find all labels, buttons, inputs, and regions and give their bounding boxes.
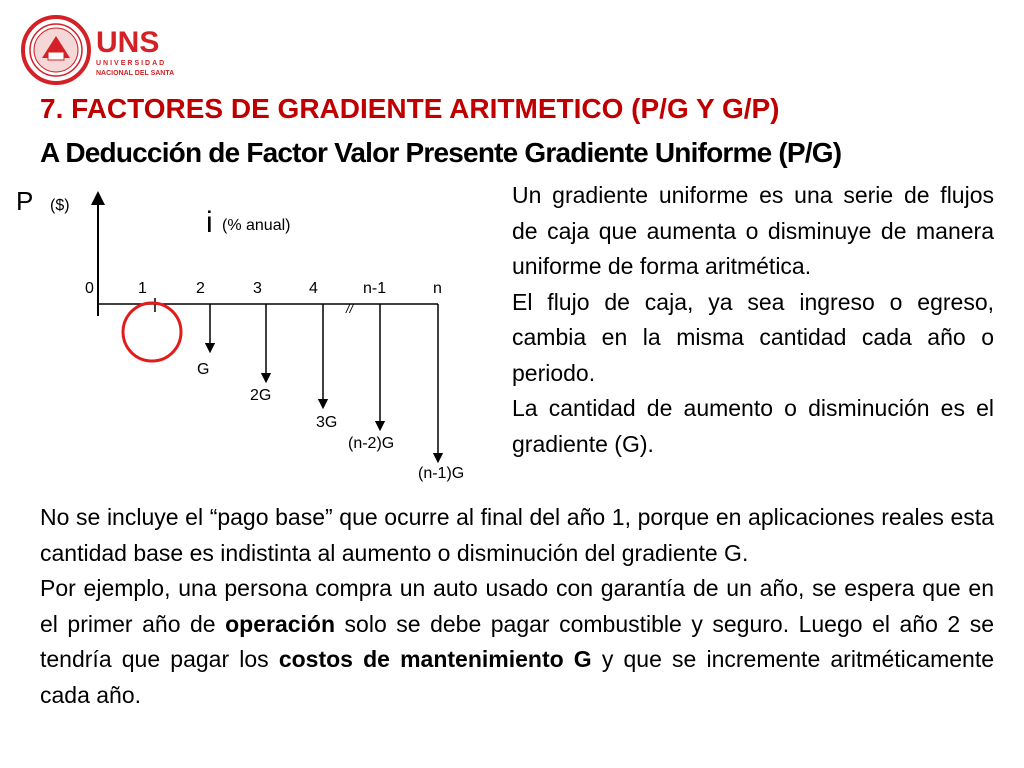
- body-paragraph: No se incluye el “pago base” que ocurre al final del año 1, porque en aplicaciones reales esta cantidad base es indistinta al aumento o disminución del gradiente G.: [40, 504, 994, 566]
- period-label: n: [433, 280, 442, 297]
- i-label: i: [206, 206, 213, 239]
- logo-line1: UNIVERSIDAD: [96, 60, 167, 67]
- text-run: solo se debe pagar combustible y seguro. Luego el año 2 se tendría que pagar los: [40, 610, 994, 672]
- logo-line2: NACIONAL DEL SANTA: [96, 70, 175, 77]
- period-label: 0: [85, 280, 94, 297]
- period-label: 3: [253, 280, 262, 297]
- flow-label: 2G: [250, 387, 272, 404]
- flow-label: 3G: [316, 414, 338, 431]
- logo-name: UNS: [96, 26, 160, 59]
- period-label: n-1: [363, 280, 387, 297]
- bold-operacion: operación: [225, 610, 336, 637]
- period-label: 1: [138, 280, 147, 297]
- i-unit: (% anual): [222, 217, 291, 234]
- body-paragraph-example: [40, 571, 994, 713]
- explanation-paragraph: Un gradiente uniforme es una serie de flujos de caja que aumenta o disminuye de manera uniforme de forma aritmética.: [512, 182, 994, 279]
- p-unit: ($): [50, 197, 70, 214]
- period-label: 4: [309, 280, 318, 297]
- p-label: P: [16, 186, 34, 216]
- slide-subtitle: A Deducción de Factor Valor Presente Gradiente Uniforme (P/G): [40, 137, 842, 168]
- flow-label: (n-1)G: [418, 465, 465, 482]
- axis-break: //: [346, 301, 354, 316]
- uns-logo: [20, 14, 180, 86]
- gradient-explanation: [512, 178, 994, 462]
- body-text: [40, 500, 994, 713]
- bold-costos: costos de mantenimiento G: [278, 646, 592, 672]
- slide-title: 7. FACTORES DE GRADIENTE ARITMETICO (P/G Y G/P): [40, 93, 780, 124]
- explanation-paragraph: El flujo de caja, ya sea ingreso o egreso, cambia en la misma cantidad cada año o periodo.: [512, 288, 994, 386]
- flow-label: (n-2)G: [348, 435, 395, 452]
- flow-label: G: [197, 361, 210, 378]
- explanation-paragraph: La cantidad de aumento o disminución es el gradiente (G).: [512, 395, 994, 457]
- highlight-circle: [123, 303, 181, 361]
- cash-flow-diagram: [10, 180, 500, 500]
- text-run: y que se incremente aritméticamente cada año.: [40, 646, 995, 708]
- period-label: 2: [196, 280, 205, 297]
- text-run: Por ejemplo, una persona compra un auto usado con garantía de un año, se espera que en el primer año de: [40, 575, 994, 637]
